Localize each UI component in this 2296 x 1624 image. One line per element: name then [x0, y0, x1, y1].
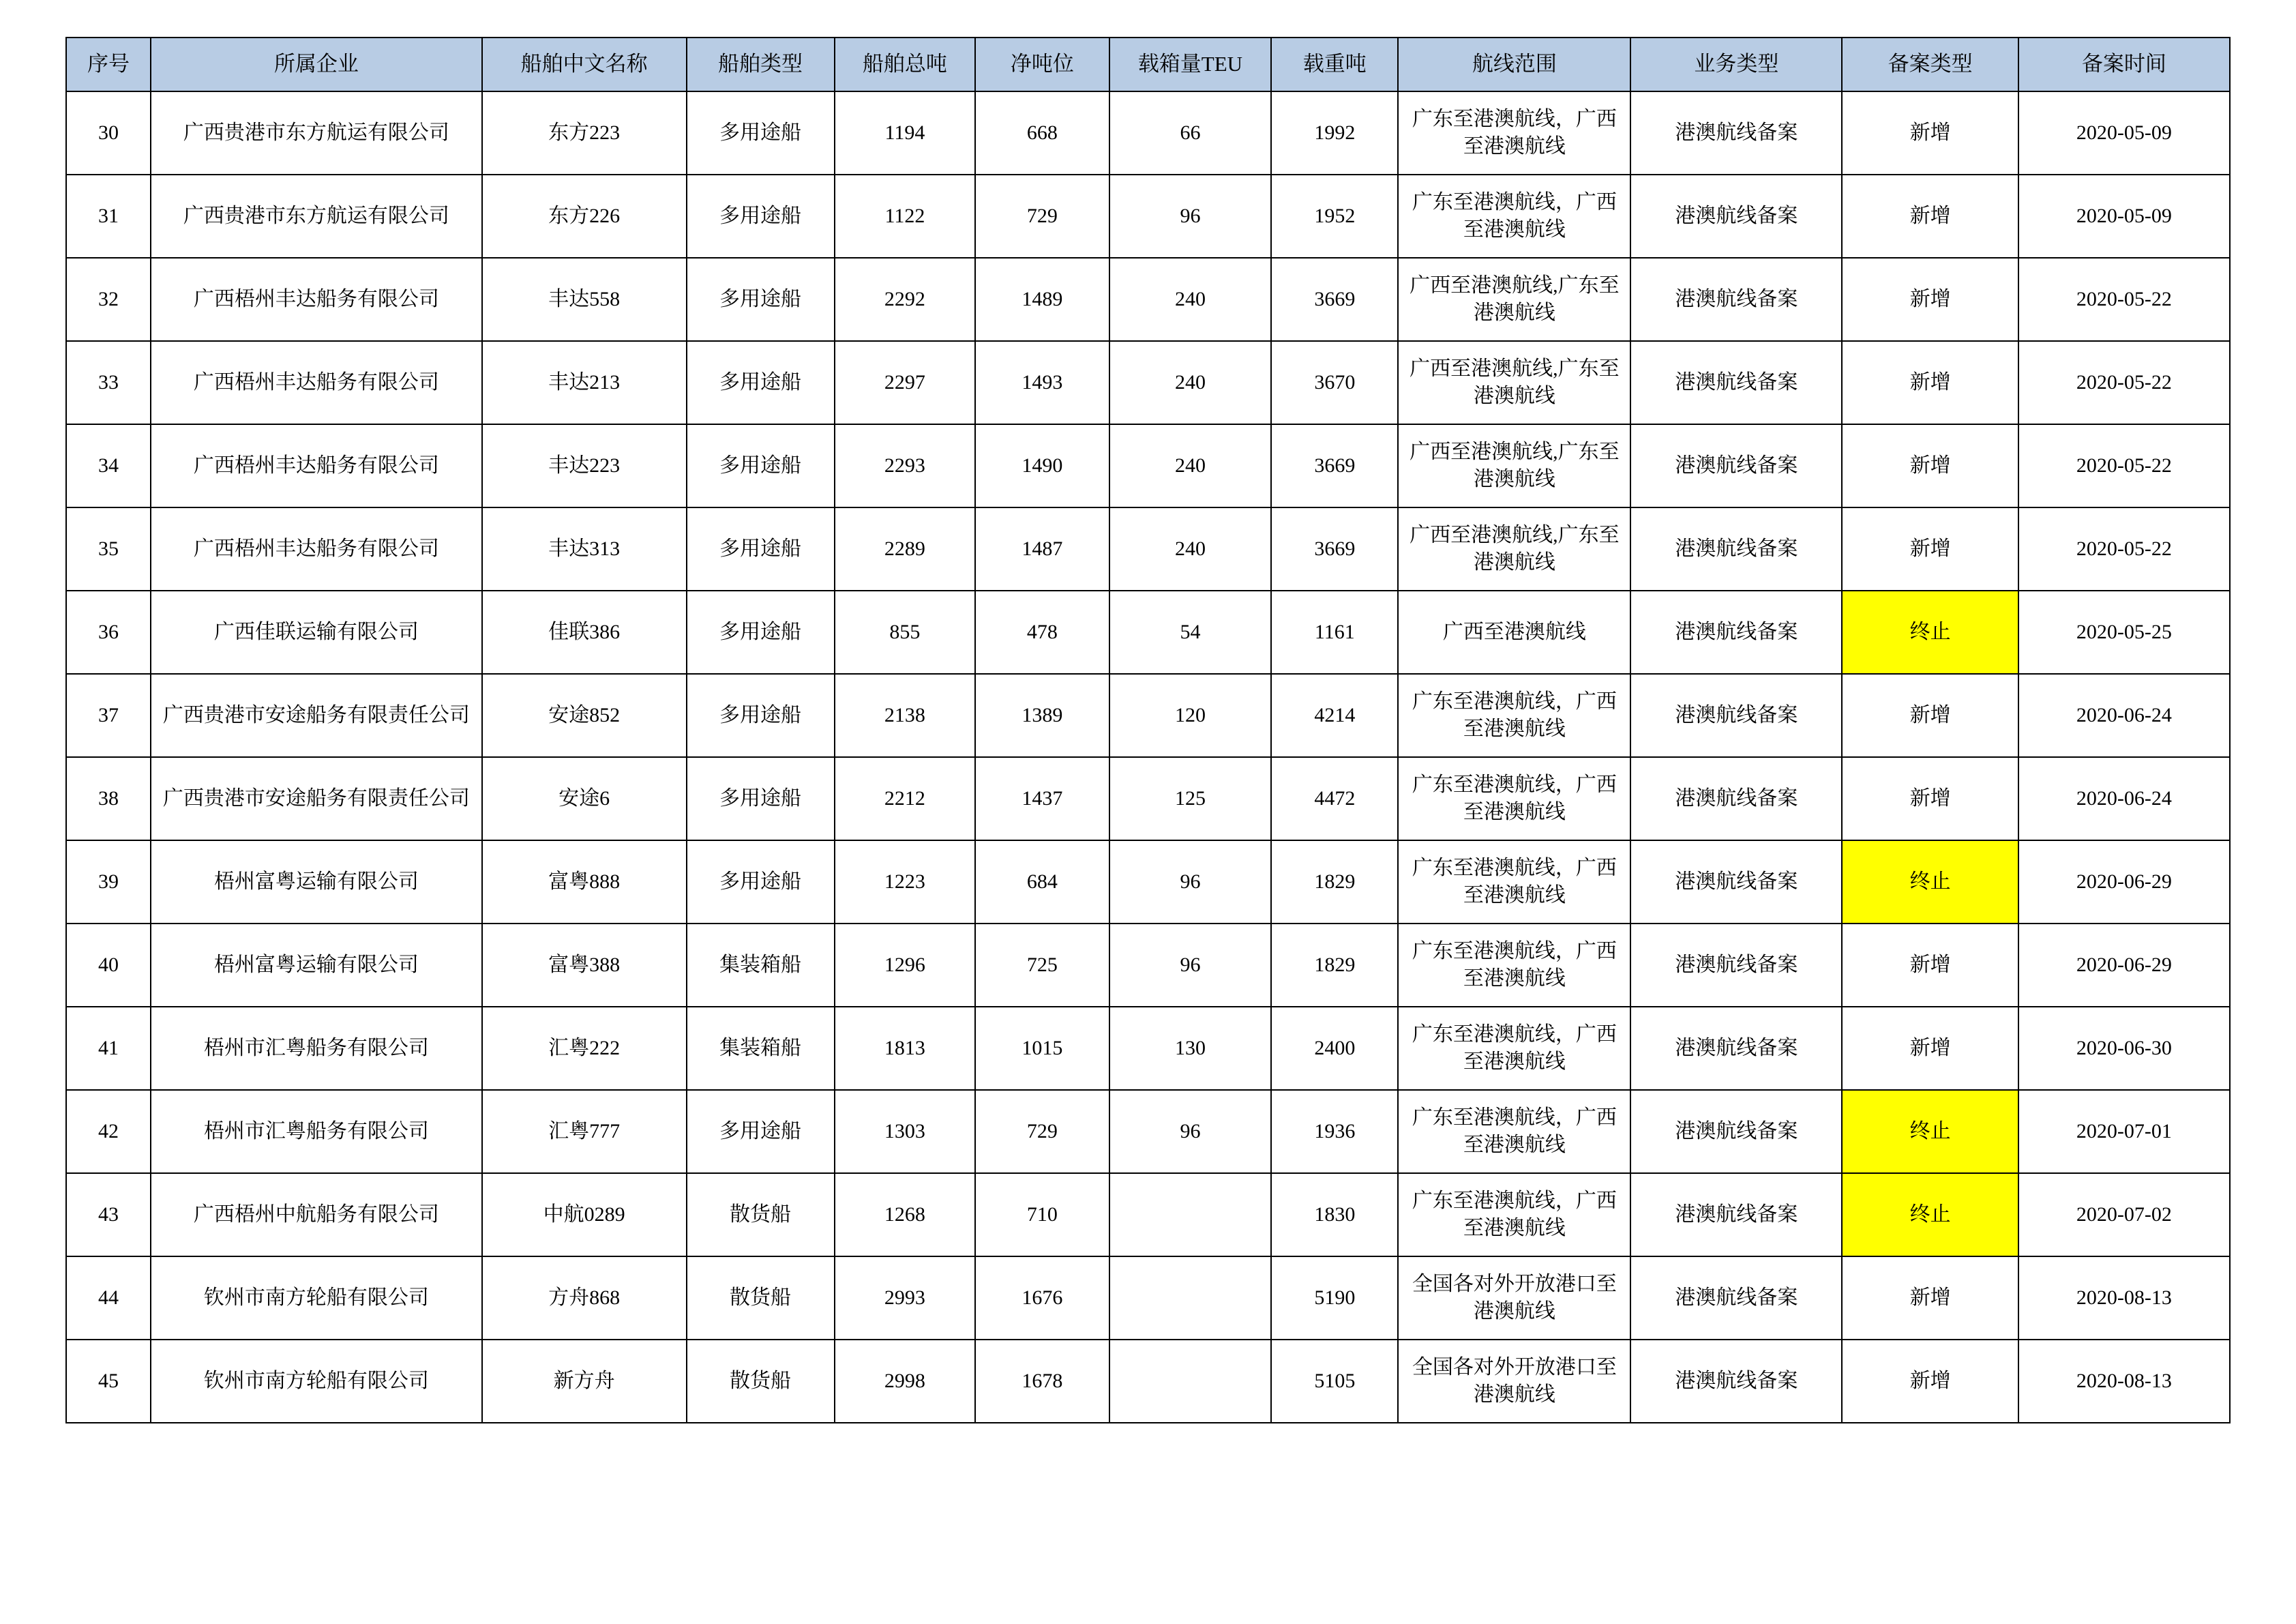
cell-deadweight: 1952 — [1271, 175, 1398, 258]
cell-teu: 240 — [1109, 258, 1272, 341]
cell-record-type-terminated: 终止 — [1842, 591, 2018, 674]
cell-ship-name: 东方226 — [482, 175, 687, 258]
column-header-record-date: 备案时间 — [2018, 38, 2230, 91]
cell-teu — [1109, 1256, 1272, 1340]
cell-seq: 34 — [66, 424, 151, 507]
cell-net-tonnage: 725 — [975, 924, 1109, 1007]
cell-gross-tonnage: 1223 — [835, 840, 976, 924]
cell-ship-name: 汇粤777 — [482, 1090, 687, 1173]
cell-seq: 38 — [66, 757, 151, 840]
cell-seq: 39 — [66, 840, 151, 924]
cell-route: 广东至港澳航线，广西至港澳航线 — [1398, 757, 1630, 840]
cell-route: 广西至港澳航线,广东至港澳航线 — [1398, 258, 1630, 341]
table-header — [66, 38, 2230, 91]
cell-record-type: 新增 — [1842, 258, 2018, 341]
cell-ship-name: 丰达313 — [482, 507, 687, 591]
cell-record-type-terminated: 终止 — [1842, 840, 2018, 924]
cell-business-type: 港澳航线备案 — [1630, 424, 1842, 507]
cell-net-tonnage: 1437 — [975, 757, 1109, 840]
cell-route: 广东至港澳航线，广西至港澳航线 — [1398, 674, 1630, 757]
cell-enterprise: 广西佳联运输有限公司 — [151, 591, 482, 674]
cell-ship-name: 富粤888 — [482, 840, 687, 924]
table-row — [66, 424, 2230, 507]
table-row — [66, 1173, 2230, 1256]
cell-business-type: 港澳航线备案 — [1630, 840, 1842, 924]
cell-record-date: 2020-05-25 — [2018, 591, 2230, 674]
cell-teu: 125 — [1109, 757, 1272, 840]
cell-gross-tonnage: 1303 — [835, 1090, 976, 1173]
cell-gross-tonnage: 2998 — [835, 1340, 976, 1423]
cell-ship-type: 多用途船 — [687, 175, 835, 258]
cell-net-tonnage: 478 — [975, 591, 1109, 674]
cell-net-tonnage: 1489 — [975, 258, 1109, 341]
cell-enterprise: 广西梧州丰达船务有限公司 — [151, 507, 482, 591]
cell-deadweight: 4214 — [1271, 674, 1398, 757]
cell-record-date: 2020-06-29 — [2018, 924, 2230, 1007]
cell-enterprise: 广西梧州丰达船务有限公司 — [151, 341, 482, 424]
cell-enterprise: 广西梧州丰达船务有限公司 — [151, 258, 482, 341]
cell-record-type: 新增 — [1842, 757, 2018, 840]
cell-enterprise: 广西贵港市安途船务有限责任公司 — [151, 674, 482, 757]
cell-deadweight: 1830 — [1271, 1173, 1398, 1256]
cell-ship-type: 多用途船 — [687, 1090, 835, 1173]
cell-record-type: 新增 — [1842, 341, 2018, 424]
cell-record-date: 2020-06-30 — [2018, 1007, 2230, 1090]
cell-route: 广东至港澳航线，广西至港澳航线 — [1398, 1090, 1630, 1173]
cell-teu: 96 — [1109, 175, 1272, 258]
cell-record-date: 2020-06-24 — [2018, 674, 2230, 757]
table-row — [66, 507, 2230, 591]
cell-ship-name: 丰达213 — [482, 341, 687, 424]
cell-record-date: 2020-08-13 — [2018, 1256, 2230, 1340]
cell-route: 全国各对外开放港口至港澳航线 — [1398, 1256, 1630, 1340]
cell-enterprise: 梧州富粤运输有限公司 — [151, 840, 482, 924]
cell-gross-tonnage: 2297 — [835, 341, 976, 424]
cell-ship-type: 多用途船 — [687, 840, 835, 924]
cell-ship-type: 散货船 — [687, 1173, 835, 1256]
cell-teu — [1109, 1340, 1272, 1423]
cell-enterprise: 广西梧州丰达船务有限公司 — [151, 424, 482, 507]
cell-enterprise: 梧州市汇粤船务有限公司 — [151, 1007, 482, 1090]
cell-ship-type: 多用途船 — [687, 591, 835, 674]
cell-route: 广东至港澳航线，广西至港澳航线 — [1398, 840, 1630, 924]
cell-seq: 43 — [66, 1173, 151, 1256]
cell-record-date: 2020-05-09 — [2018, 175, 2230, 258]
cell-seq: 32 — [66, 258, 151, 341]
cell-teu: 96 — [1109, 840, 1272, 924]
cell-gross-tonnage: 1296 — [835, 924, 976, 1007]
cell-net-tonnage: 1490 — [975, 424, 1109, 507]
cell-enterprise: 广西贵港市安途船务有限责任公司 — [151, 757, 482, 840]
cell-gross-tonnage: 2292 — [835, 258, 976, 341]
cell-teu: 54 — [1109, 591, 1272, 674]
column-header-teu: 载箱量TEU — [1109, 38, 1272, 91]
cell-ship-type: 多用途船 — [687, 757, 835, 840]
table-row — [66, 757, 2230, 840]
table-row — [66, 1340, 2230, 1423]
cell-deadweight: 3669 — [1271, 507, 1398, 591]
cell-business-type: 港澳航线备案 — [1630, 1340, 1842, 1423]
cell-gross-tonnage: 1122 — [835, 175, 976, 258]
cell-teu: 130 — [1109, 1007, 1272, 1090]
column-header-seq: 序号 — [66, 38, 151, 91]
cell-net-tonnage: 729 — [975, 175, 1109, 258]
cell-business-type: 港澳航线备案 — [1630, 507, 1842, 591]
cell-record-type: 新增 — [1842, 175, 2018, 258]
cell-enterprise: 钦州市南方轮船有限公司 — [151, 1256, 482, 1340]
cell-record-date: 2020-05-09 — [2018, 91, 2230, 175]
cell-ship-type: 集装箱船 — [687, 924, 835, 1007]
cell-gross-tonnage: 2212 — [835, 757, 976, 840]
column-header-business-type: 业务类型 — [1630, 38, 1842, 91]
cell-business-type: 港澳航线备案 — [1630, 1007, 1842, 1090]
cell-seq: 44 — [66, 1256, 151, 1340]
cell-teu: 240 — [1109, 341, 1272, 424]
cell-route: 广东至港澳航线，广西至港澳航线 — [1398, 1007, 1630, 1090]
cell-record-date: 2020-08-13 — [2018, 1340, 2230, 1423]
table-row — [66, 924, 2230, 1007]
cell-ship-name: 安途6 — [482, 757, 687, 840]
cell-net-tonnage: 684 — [975, 840, 1109, 924]
cell-ship-name: 安途852 — [482, 674, 687, 757]
cell-gross-tonnage: 1268 — [835, 1173, 976, 1256]
cell-business-type: 港澳航线备案 — [1630, 1090, 1842, 1173]
cell-route: 广西至港澳航线,广东至港澳航线 — [1398, 507, 1630, 591]
cell-ship-name: 丰达223 — [482, 424, 687, 507]
cell-record-type-terminated: 终止 — [1842, 1173, 2018, 1256]
cell-gross-tonnage: 2293 — [835, 424, 976, 507]
cell-deadweight: 2400 — [1271, 1007, 1398, 1090]
cell-ship-name: 新方舟 — [482, 1340, 687, 1423]
table-row — [66, 674, 2230, 757]
cell-record-date: 2020-05-22 — [2018, 424, 2230, 507]
cell-ship-name: 方舟868 — [482, 1256, 687, 1340]
cell-net-tonnage: 1487 — [975, 507, 1109, 591]
cell-record-date: 2020-07-02 — [2018, 1173, 2230, 1256]
column-header-gross-tonnage: 船舶总吨 — [835, 38, 976, 91]
cell-ship-type: 多用途船 — [687, 674, 835, 757]
cell-business-type: 港澳航线备案 — [1630, 924, 1842, 1007]
cell-record-type: 新增 — [1842, 507, 2018, 591]
cell-deadweight: 5190 — [1271, 1256, 1398, 1340]
cell-route: 广东至港澳航线，广西至港澳航线 — [1398, 924, 1630, 1007]
cell-deadweight: 3669 — [1271, 258, 1398, 341]
cell-record-date: 2020-05-22 — [2018, 507, 2230, 591]
cell-record-date: 2020-06-29 — [2018, 840, 2230, 924]
table-row — [66, 258, 2230, 341]
cell-route: 广西至港澳航线 — [1398, 591, 1630, 674]
cell-ship-type: 集装箱船 — [687, 1007, 835, 1090]
cell-teu: 120 — [1109, 674, 1272, 757]
cell-business-type: 港澳航线备案 — [1630, 258, 1842, 341]
cell-business-type: 港澳航线备案 — [1630, 341, 1842, 424]
cell-seq: 42 — [66, 1090, 151, 1173]
table-row — [66, 591, 2230, 674]
cell-ship-type: 多用途船 — [687, 258, 835, 341]
cell-deadweight: 1992 — [1271, 91, 1398, 175]
cell-business-type: 港澳航线备案 — [1630, 757, 1842, 840]
cell-deadweight: 1161 — [1271, 591, 1398, 674]
cell-gross-tonnage: 855 — [835, 591, 976, 674]
column-header-record-type: 备案类型 — [1842, 38, 2018, 91]
cell-seq: 35 — [66, 507, 151, 591]
cell-business-type: 港澳航线备案 — [1630, 591, 1842, 674]
column-header-route: 航线范围 — [1398, 38, 1630, 91]
cell-ship-name: 富粤388 — [482, 924, 687, 1007]
cell-business-type: 港澳航线备案 — [1630, 175, 1842, 258]
cell-enterprise: 梧州市汇粤船务有限公司 — [151, 1090, 482, 1173]
cell-record-type: 新增 — [1842, 1007, 2018, 1090]
cell-net-tonnage: 1015 — [975, 1007, 1109, 1090]
cell-deadweight: 1829 — [1271, 840, 1398, 924]
cell-record-type-terminated: 终止 — [1842, 1090, 2018, 1173]
cell-teu: 240 — [1109, 507, 1272, 591]
cell-gross-tonnage: 2993 — [835, 1256, 976, 1340]
cell-route: 广西至港澳航线,广东至港澳航线 — [1398, 424, 1630, 507]
cell-record-date: 2020-06-24 — [2018, 757, 2230, 840]
cell-net-tonnage: 1493 — [975, 341, 1109, 424]
table-row — [66, 341, 2230, 424]
ship-registration-table — [65, 37, 2231, 1423]
cell-ship-name: 佳联386 — [482, 591, 687, 674]
cell-record-type: 新增 — [1842, 1256, 2018, 1340]
cell-route: 全国各对外开放港口至港澳航线 — [1398, 1340, 1630, 1423]
cell-enterprise: 梧州富粤运输有限公司 — [151, 924, 482, 1007]
cell-record-type: 新增 — [1842, 91, 2018, 175]
table-row — [66, 1007, 2230, 1090]
cell-seq: 31 — [66, 175, 151, 258]
column-header-ship-name: 船舶中文名称 — [482, 38, 687, 91]
cell-deadweight: 1829 — [1271, 924, 1398, 1007]
cell-ship-name: 丰达558 — [482, 258, 687, 341]
column-header-deadweight: 载重吨 — [1271, 38, 1398, 91]
cell-ship-type: 散货船 — [687, 1340, 835, 1423]
cell-gross-tonnage: 1813 — [835, 1007, 976, 1090]
cell-teu — [1109, 1173, 1272, 1256]
cell-net-tonnage: 1676 — [975, 1256, 1109, 1340]
cell-teu: 240 — [1109, 424, 1272, 507]
table-row — [66, 840, 2230, 924]
cell-teu: 96 — [1109, 1090, 1272, 1173]
table-row — [66, 1256, 2230, 1340]
cell-enterprise: 广西贵港市东方航运有限公司 — [151, 175, 482, 258]
cell-seq: 45 — [66, 1340, 151, 1423]
cell-deadweight: 1936 — [1271, 1090, 1398, 1173]
cell-business-type: 港澳航线备案 — [1630, 1173, 1842, 1256]
column-header-ship-type: 船舶类型 — [687, 38, 835, 91]
cell-deadweight: 4472 — [1271, 757, 1398, 840]
table-row — [66, 175, 2230, 258]
cell-route: 广西至港澳航线,广东至港澳航线 — [1398, 341, 1630, 424]
cell-business-type: 港澳航线备案 — [1630, 91, 1842, 175]
column-header-net-tonnage: 净吨位 — [975, 38, 1109, 91]
cell-net-tonnage: 1678 — [975, 1340, 1109, 1423]
cell-record-type: 新增 — [1842, 424, 2018, 507]
table-body — [66, 91, 2230, 1423]
table-row — [66, 1090, 2230, 1173]
cell-ship-name: 汇粤222 — [482, 1007, 687, 1090]
table-row — [66, 91, 2230, 175]
cell-ship-name: 东方223 — [482, 91, 687, 175]
cell-record-date: 2020-07-01 — [2018, 1090, 2230, 1173]
cell-seq: 36 — [66, 591, 151, 674]
cell-route: 广东至港澳航线，广西至港澳航线 — [1398, 91, 1630, 175]
cell-gross-tonnage: 1194 — [835, 91, 976, 175]
cell-ship-type: 多用途船 — [687, 91, 835, 175]
cell-gross-tonnage: 2289 — [835, 507, 976, 591]
cell-record-type: 新增 — [1842, 1340, 2018, 1423]
cell-enterprise: 广西贵港市东方航运有限公司 — [151, 91, 482, 175]
cell-record-date: 2020-05-22 — [2018, 258, 2230, 341]
cell-seq: 37 — [66, 674, 151, 757]
cell-seq: 33 — [66, 341, 151, 424]
cell-net-tonnage: 729 — [975, 1090, 1109, 1173]
cell-net-tonnage: 1389 — [975, 674, 1109, 757]
cell-ship-name: 中航0289 — [482, 1173, 687, 1256]
cell-deadweight: 5105 — [1271, 1340, 1398, 1423]
cell-ship-type: 多用途船 — [687, 341, 835, 424]
cell-deadweight: 3669 — [1271, 424, 1398, 507]
table-header-row — [66, 38, 2230, 91]
cell-seq: 41 — [66, 1007, 151, 1090]
cell-enterprise: 广西梧州中航船务有限公司 — [151, 1173, 482, 1256]
cell-seq: 30 — [66, 91, 151, 175]
cell-ship-type: 多用途船 — [687, 507, 835, 591]
cell-route: 广东至港澳航线，广西至港澳航线 — [1398, 175, 1630, 258]
cell-record-type: 新增 — [1842, 924, 2018, 1007]
cell-net-tonnage: 668 — [975, 91, 1109, 175]
cell-ship-type: 多用途船 — [687, 424, 835, 507]
cell-record-type: 新增 — [1842, 674, 2018, 757]
cell-business-type: 港澳航线备案 — [1630, 1256, 1842, 1340]
cell-net-tonnage: 710 — [975, 1173, 1109, 1256]
cell-seq: 40 — [66, 924, 151, 1007]
cell-business-type: 港澳航线备案 — [1630, 674, 1842, 757]
cell-gross-tonnage: 2138 — [835, 674, 976, 757]
cell-route: 广东至港澳航线，广西至港澳航线 — [1398, 1173, 1630, 1256]
cell-teu: 66 — [1109, 91, 1272, 175]
column-header-enterprise: 所属企业 — [151, 38, 482, 91]
cell-deadweight: 3670 — [1271, 341, 1398, 424]
cell-ship-type: 散货船 — [687, 1256, 835, 1340]
cell-teu: 96 — [1109, 924, 1272, 1007]
cell-record-date: 2020-05-22 — [2018, 341, 2230, 424]
cell-enterprise: 钦州市南方轮船有限公司 — [151, 1340, 482, 1423]
